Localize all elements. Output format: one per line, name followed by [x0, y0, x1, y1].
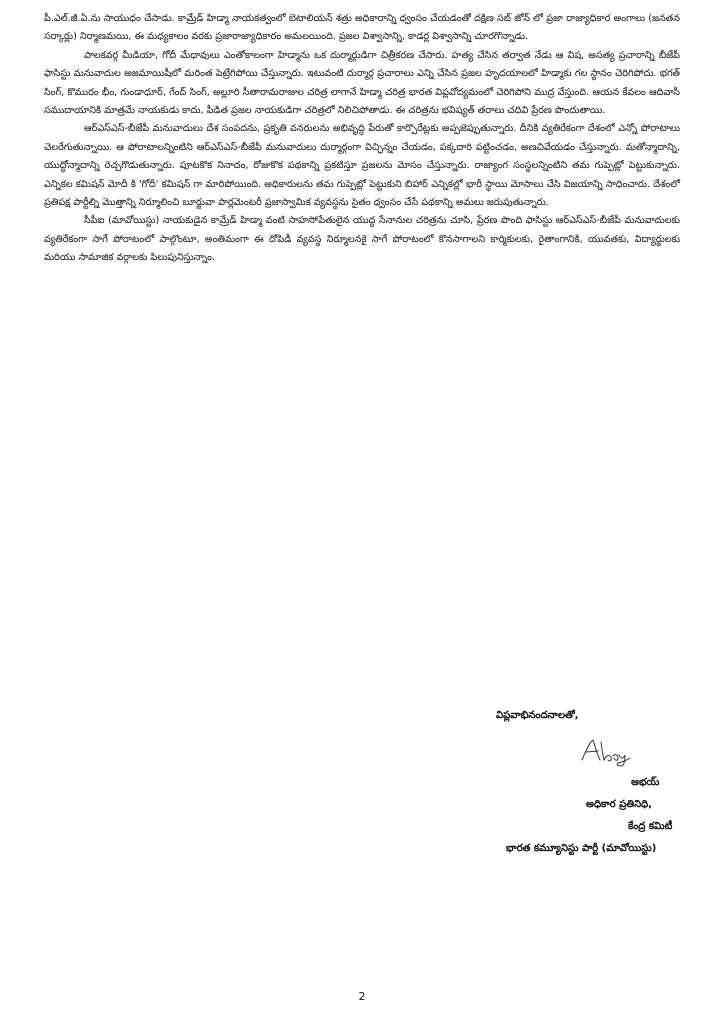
body-text — [44, 10, 680, 268]
signatory-title: అధికార ప్రతినిధి, — [586, 799, 652, 810]
paragraph-3: ఆర్ఎస్ఎస్-బీజేపీ మనువాదులు దేశ సంపదను, ప్రకృతి వనరులను అభివృద్ధి పేరుతో కార్పొరేట్లకు అప్పజెప్పుతున్నారు. దీనికి వ్యతిరేకంగా దేశంలో ఎన్నో పోరాటాలు చెలరేగుతున్నాయి. ఆ పోరాటాలన్నింటిని ఆర్ఎస్ఎస్-బీజేపీ మనువాదులు దుర్మార్గంగా విచ్ఛిన్నం చేయడం, పక్కదారి పట్టించడం, అణచివేయడం చేస్తున్నారు. మతోన్మాదాన్ని, యుద్ధోన్మాదాన్ని రెచ్చగొడుతున్నారు. పూటకొక నినాదం, రోజుకొక పథకాన్ని ప్రకటిస్తూ ప్రజలను మోసం చేస్తున్నారు. రాజ్యాంగ సంస్థలన్నింటిని తమ గుప్పెట్లో పెట్టుకున్నారు. ఎన్నికల కమిషన్ మోదీ కి 'గోదీ' కమిషన్ గా మారిపోయింది. అధికారులను తమ గుప్పెట్లో పెట్టుకుని బిహార్ ఎన్నికల్లో భారీ స్థాయి మోసాలు చేసి విజయాన్ని సాధించారు. దేశంలో ప్రతిపక్ష పార్టీల్ని మొత్తాన్ని నిర్మూలించి బూర్జువా పార్లమెంటరీ ప్రజాస్వామిక వ్యవస్థను సైతం ధ్వంసం చేసే పథకాన్ని అమలు జరుపుతున్నారు. — [44, 123, 680, 209]
paragraph-1: పీ.ఎల్.జీ.ఏ.ను సాయుధం చేసాడు. కామ్రేడ్ హిడ్మా నాయకత్వంలో బెటాలియన్ శత్రు అధికారాన్ని ధ్వంసం చేయడంతో దక్షిణ సబ్ జోన్ లో ప్రజా రాజ్యాధికార అంగాలు (జనతన సర్కార్లు) నిర్మాణమయి, ఈ మధ్యకాలం వరకు ప్రజారాజ్యాధికారం అమలయింది. ప్రజల విశ్వాసాన్ని, కాడర్ల విశ్వాసాన్ని చూరగొన్నాడు. — [44, 13, 680, 43]
paragraph-4: సీపీఐ (మావోయిస్టు) నాయకుడైన కామ్రేడ్ హిడ్మా వంటి సాహసోపేతులైన యుద్ధ సేనానుల చరిత్రను చూసి, ప్రేరణ పొంది ఫాసిస్టు ఆర్ఎస్ఎస్-బీజేపీ మనువాదులకు వ్యతిరేకంగా సాగే పోరాటంలో పాల్గొంటూ, అంతిమంగా ఈ దోపిడీ వ్యవస్థ నిర్మూలనకై సాగే పోరాటంలో కొనసాగాలని కార్మికులకు, రైతాంగానికి, యువతకు, విద్యార్థులకు మరియు సామాజిక వర్గాలకు పిలుపునిస్తున్నాం. — [44, 215, 680, 264]
party-name: భారత కమ్యూనిస్టు పార్టీ (మావోయిస్టు) — [506, 843, 657, 854]
page-number: 2 — [358, 990, 366, 1003]
paragraph-2: పాలకవర్గ మీడియా, గోదీ మేధావులు ఎంతోకాలంగా హిడ్మాను ఒక దుర్మార్గుడిగా చిత్రీకరణ చేసారు. హత్య చేసిన తర్వాత నేడు ఆ విష, అసత్య ప్రచారాన్ని బీజేపీ ఫాసిస్టు మనువాదుల అజమాయిషీలో మరింత పెట్రేగిపోయి చేస్తున్నారు. ఇటువంటి దుర్మార్గ ప్రచారాలు ఎన్ని చేసిన ప్రజల హృదయాలలో హిడ్మాకు గల స్థానం చెరిగిపోదు. భగత్ సింగ్, కొమురం భీం, గుండాధూర్, గేంద్ సింగ్, అల్లూరి సీతారామరాజుల చరిత్ర లాగానే హిడ్మా చరిత్ర భారత విప్లవోద్యమంలో చెరిగిపోని ముద్ర వేస్తుంది. ఆయన కేవలం ఆదివాసీ సముదాయానికి మాత్రమే నాయకుడు కాదు, పీడిత ప్రజల నాయకుడిగా చరిత్రలో నిలిచిపోతాడు. ఈ చరిత్రను భవిష్యత్ తరాలు చదివి ప్రేరణ పొందుతాయి. — [44, 49, 680, 117]
signatory-committee: కేంద్ర కమిటీ — [628, 821, 673, 832]
signatory-name: అభయ్ — [631, 777, 660, 788]
handwritten-signature — [578, 736, 632, 768]
closing-salutation: విప్లవాభినందనాలతో, — [496, 710, 579, 721]
